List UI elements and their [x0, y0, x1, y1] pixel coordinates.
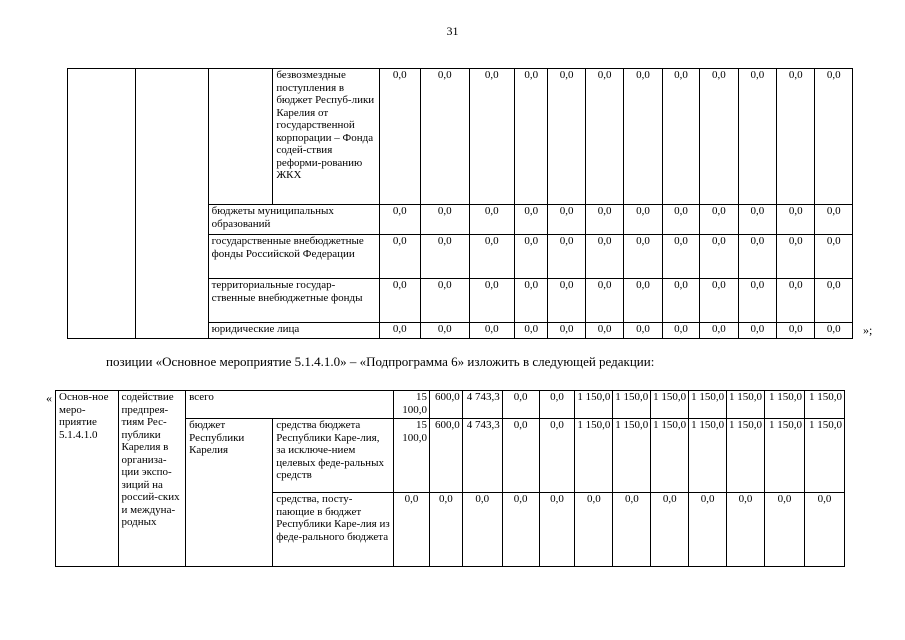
value-cell: 0,0: [515, 205, 548, 235]
value-cell: 0,0: [421, 323, 470, 339]
value-cell: 0,0: [379, 323, 420, 339]
value-cell: 0,0: [502, 493, 539, 567]
value-cell: 0,0: [624, 279, 662, 323]
value-cell: 0,0: [379, 205, 420, 235]
value-cell: 1 150,0: [689, 419, 727, 493]
value-cell: 0,0: [727, 493, 765, 567]
value-cell: 0,0: [738, 235, 776, 279]
value-cell: 0,0: [515, 279, 548, 323]
value-cell: 0,0: [815, 235, 853, 279]
table-row: [56, 391, 845, 419]
value-cell: 0,0: [777, 205, 815, 235]
value-cell: 0,0: [515, 323, 548, 339]
row-label: юридические лица: [208, 323, 379, 339]
value-cell: 600,0: [429, 391, 462, 419]
value-cell: 0,0: [700, 279, 738, 323]
value-cell: 0,0: [815, 323, 853, 339]
value-cell: 1 150,0: [764, 419, 804, 493]
value-cell: 0,0: [700, 323, 738, 339]
value-cell: 0,0: [585, 323, 623, 339]
value-cell: 1 150,0: [651, 419, 689, 493]
value-cell: 0,0: [662, 323, 699, 339]
value-cell: 0,0: [515, 69, 548, 205]
value-cell: 0,0: [394, 493, 430, 567]
value-cell: 0,0: [469, 323, 515, 339]
closing-quote-mark: »;: [863, 323, 873, 337]
empty-cell: [135, 69, 208, 339]
value-cell: 0,0: [700, 235, 738, 279]
value-cell: 15 100,0: [394, 391, 430, 419]
value-cell: 0,0: [421, 235, 470, 279]
activity-code: Основ-ное меро-приятие 5.1.4.1.0: [56, 391, 119, 567]
row-label: средства бюджета Республики Каре-лия, за исключе-нием целевых феде-ральных средств: [273, 419, 394, 493]
activity-description: содействие предпрея-тиям Рес-публики Карелия в организа-ции экспо-зиций на россий-ских и междуна-родных: [118, 391, 186, 567]
value-cell: 1 150,0: [613, 391, 651, 419]
budget-label: бюджет Республики Карелия: [186, 419, 273, 567]
value-cell: 1 150,0: [651, 391, 689, 419]
value-cell: 0,0: [539, 493, 575, 567]
value-cell: 0,0: [469, 235, 515, 279]
value-cell: 1 150,0: [575, 419, 613, 493]
empty-cell: [68, 69, 136, 339]
value-cell: 0,0: [379, 235, 420, 279]
value-cell: 0,0: [738, 69, 776, 205]
value-cell: 0,0: [662, 69, 699, 205]
value-cell: 0,0: [662, 279, 699, 323]
value-cell: 0,0: [624, 235, 662, 279]
value-cell: 0,0: [662, 235, 699, 279]
table-row: [68, 69, 853, 205]
value-cell: 600,0: [429, 419, 462, 493]
value-cell: 1 150,0: [575, 391, 613, 419]
value-cell: 0,0: [429, 493, 462, 567]
value-cell: 1 150,0: [727, 391, 765, 419]
value-cell: 0,0: [738, 323, 776, 339]
value-cell: 0,0: [777, 323, 815, 339]
empty-cell: [208, 69, 273, 205]
row-label: государственные внебюджетные фонды Российской Федерации: [208, 235, 379, 279]
value-cell: 0,0: [539, 391, 575, 419]
value-cell: 0,0: [548, 323, 585, 339]
value-cell: 0,0: [548, 279, 585, 323]
row-label: бюджеты муниципальных образований: [208, 205, 379, 235]
value-cell: 0,0: [502, 419, 539, 493]
value-cell: 0,0: [575, 493, 613, 567]
value-cell: 0,0: [469, 69, 515, 205]
value-cell: 0,0: [469, 205, 515, 235]
row-label: средства, посту-пающие в бюджет Республики Каре-лия из феде-рального бюджета: [273, 493, 394, 567]
value-cell: 0,0: [815, 205, 853, 235]
page-number: 31: [446, 24, 459, 38]
value-cell: 0,0: [738, 205, 776, 235]
value-cell: 1 150,0: [804, 419, 844, 493]
value-cell: 0,0: [379, 279, 420, 323]
value-cell: 0,0: [764, 493, 804, 567]
value-cell: 0,0: [421, 205, 470, 235]
value-cell: 0,0: [585, 69, 623, 205]
value-cell: 0,0: [469, 279, 515, 323]
row-label: безвозмездные поступления в бюджет Респуб-лики Карелия от государственной корпорации – Фонда содей-ствия реформи-рованию ЖКХ: [273, 69, 379, 205]
value-cell: 0,0: [651, 493, 689, 567]
value-cell: 0,0: [548, 235, 585, 279]
value-cell: 0,0: [815, 69, 853, 205]
instruction-paragraph: позиции «Основное мероприятие 5.1.4.1.0» – «Подпрограмма 6» изложить в следующей редакции:: [106, 354, 655, 369]
value-cell: 4 743,3: [462, 391, 502, 419]
value-cell: 0,0: [539, 419, 575, 493]
table-main-activity: [55, 390, 845, 567]
row-label: территориальные государ-ственные внебюджетные фонды: [208, 279, 379, 323]
value-cell: 1 150,0: [804, 391, 844, 419]
value-cell: 0,0: [777, 235, 815, 279]
table-funding-sources: [67, 68, 853, 339]
row-label-total: всего: [186, 391, 394, 419]
value-cell: 0,0: [777, 69, 815, 205]
value-cell: 0,0: [462, 493, 502, 567]
value-cell: 0,0: [548, 205, 585, 235]
value-cell: 4 743,3: [462, 419, 502, 493]
value-cell: 0,0: [815, 279, 853, 323]
value-cell: 1 150,0: [613, 419, 651, 493]
value-cell: 0,0: [738, 279, 776, 323]
value-cell: 0,0: [613, 493, 651, 567]
value-cell: 0,0: [421, 279, 470, 323]
value-cell: 0,0: [548, 69, 585, 205]
value-cell: 0,0: [624, 205, 662, 235]
value-cell: 1 150,0: [764, 391, 804, 419]
value-cell: 0,0: [502, 391, 539, 419]
value-cell: 0,0: [700, 69, 738, 205]
value-cell: 0,0: [662, 205, 699, 235]
opening-quote-mark: «: [46, 391, 52, 405]
value-cell: 0,0: [689, 493, 727, 567]
value-cell: 0,0: [585, 235, 623, 279]
value-cell: 1 150,0: [689, 391, 727, 419]
value-cell: 0,0: [421, 69, 470, 205]
value-cell: 0,0: [700, 205, 738, 235]
value-cell: 0,0: [624, 69, 662, 205]
value-cell: 0,0: [804, 493, 844, 567]
value-cell: 0,0: [585, 205, 623, 235]
value-cell: 0,0: [777, 279, 815, 323]
value-cell: 0,0: [515, 235, 548, 279]
value-cell: 0,0: [624, 323, 662, 339]
value-cell: 1 150,0: [727, 419, 765, 493]
value-cell: 15 100,0: [394, 419, 430, 493]
value-cell: 0,0: [585, 279, 623, 323]
value-cell: 0,0: [379, 69, 420, 205]
